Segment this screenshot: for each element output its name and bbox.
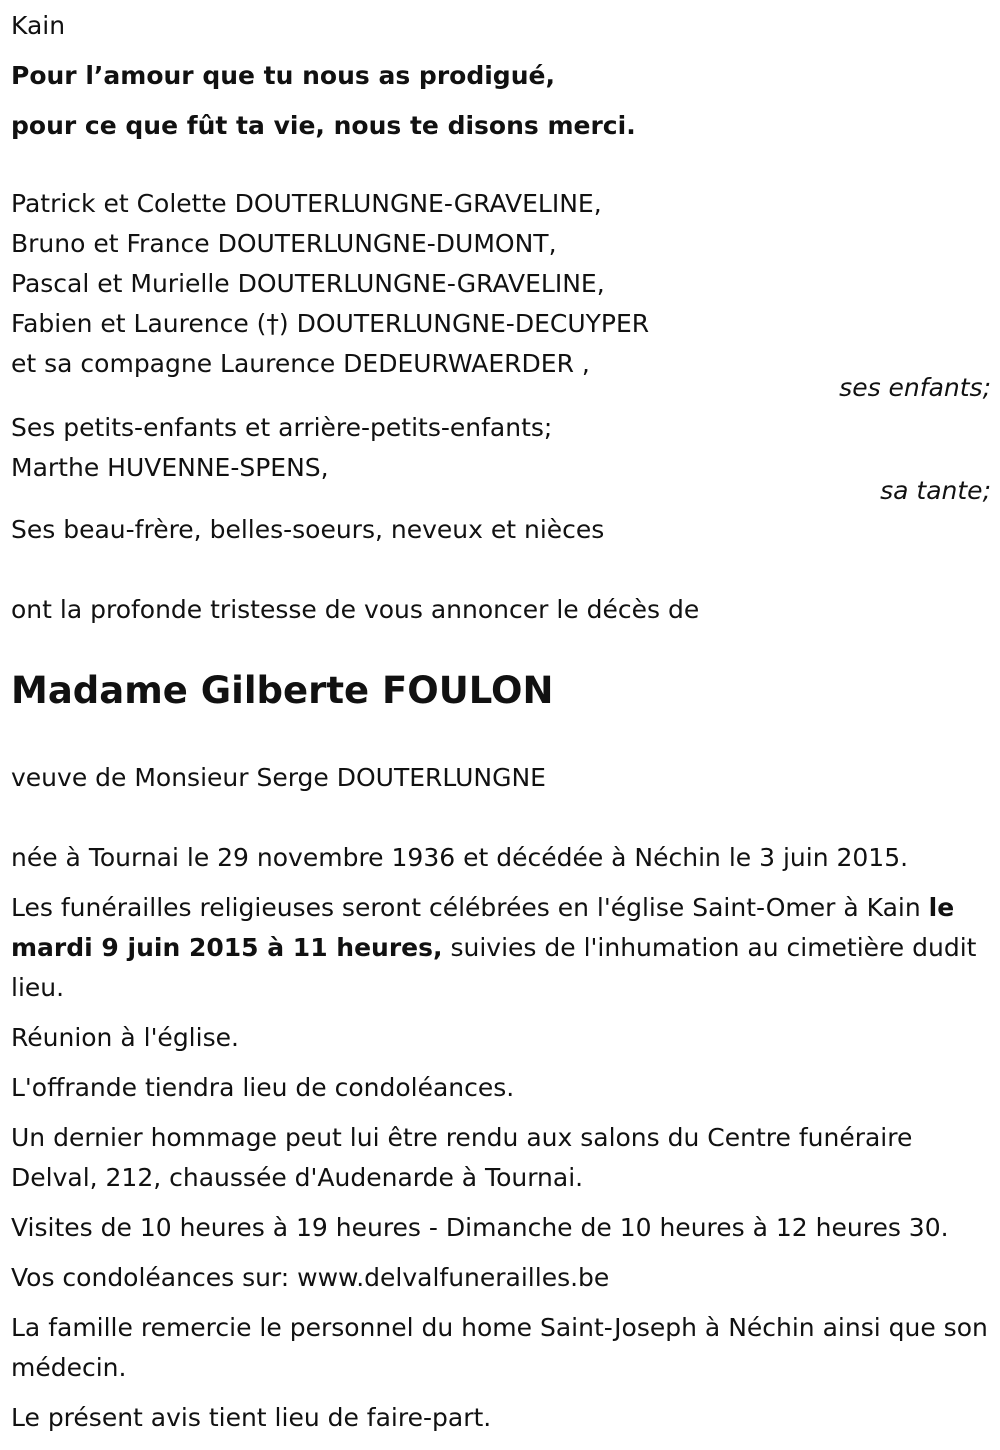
funeral-date: le mardi 9 juin 2015 à 11 heures, xyxy=(11,893,955,962)
visits-text: Visites de 10 heures à 19 heures - Dimanche de 10 heures à 12 heures 30. xyxy=(11,1213,949,1242)
aunt-role-label: sa tante; xyxy=(880,476,991,505)
child-entry: Fabien et Laurence (†) DOUTERLUNGNE-DECUYPER xyxy=(11,309,650,338)
child-entry: Bruno et France DOUTERLUNGNE-DUMONT, xyxy=(11,229,557,258)
homage-text: Un dernier hommage peut lui être rendu aux salons du Centre funéraire Delval, 212, chaussée d'Audenarde à Tournai. xyxy=(11,1123,913,1192)
announcement-text: ont la profonde tristesse de vous annoncer le décès de xyxy=(11,595,700,624)
offering-text: L'offrande tiendra lieu de condoléances. xyxy=(11,1073,515,1102)
gathering-text: Réunion à l'église. xyxy=(11,1023,239,1052)
children-list xyxy=(11,184,649,384)
extended-family-entry: Ses beau-frère, belles-soeurs, neveux et nièces xyxy=(11,515,605,544)
quote-line-2: pour ce que fût ta vie, nous te disons merci. xyxy=(11,111,636,140)
condolences-text: Vos condoléances sur: www.delvalfunerailles.be xyxy=(11,1263,610,1292)
child-entry: Patrick et Colette DOUTERLUNGNE-GRAVELINE, xyxy=(11,189,602,218)
child-entry: et sa compagne Laurence DEDEURWAERDER , xyxy=(11,349,590,378)
aunt-entry: Marthe HUVENNE-SPENS, xyxy=(11,453,329,482)
children-role-label: ses enfants; xyxy=(839,373,991,402)
quote-line-1: Pour l’amour que tu nous as prodigué, xyxy=(11,61,555,90)
widow-of-text: veuve de Monsieur Serge DOUTERLUNGNE xyxy=(11,763,546,792)
child-entry: Pascal et Murielle DOUTERLUNGNE-GRAVELINE, xyxy=(11,269,605,298)
funeral-outro: suivies de l'inhumation au cimetière dudit lieu. xyxy=(11,933,977,1002)
funeral-details xyxy=(11,838,991,1448)
birth-death-text: née à Tournai le 29 novembre 1936 et décédée à Néchin le 3 juin 2015. xyxy=(11,843,909,872)
thanks-text: La famille remercie le personnel du home Saint-Joseph à Néchin ainsi que son médecin. xyxy=(11,1313,988,1382)
funeral-text xyxy=(11,888,991,1008)
location-label: Kain xyxy=(11,11,66,40)
deceased-name: Madame Gilberte FOULON xyxy=(11,669,554,712)
funeral-intro: Les funérailles religieuses seront célébrées en l'église Saint-Omer à Kain xyxy=(11,893,929,922)
notice-text: Le présent avis tient lieu de faire-part. xyxy=(11,1403,492,1432)
grandchildren-entry: Ses petits-enfants et arrière-petits-enfants; xyxy=(11,413,553,442)
